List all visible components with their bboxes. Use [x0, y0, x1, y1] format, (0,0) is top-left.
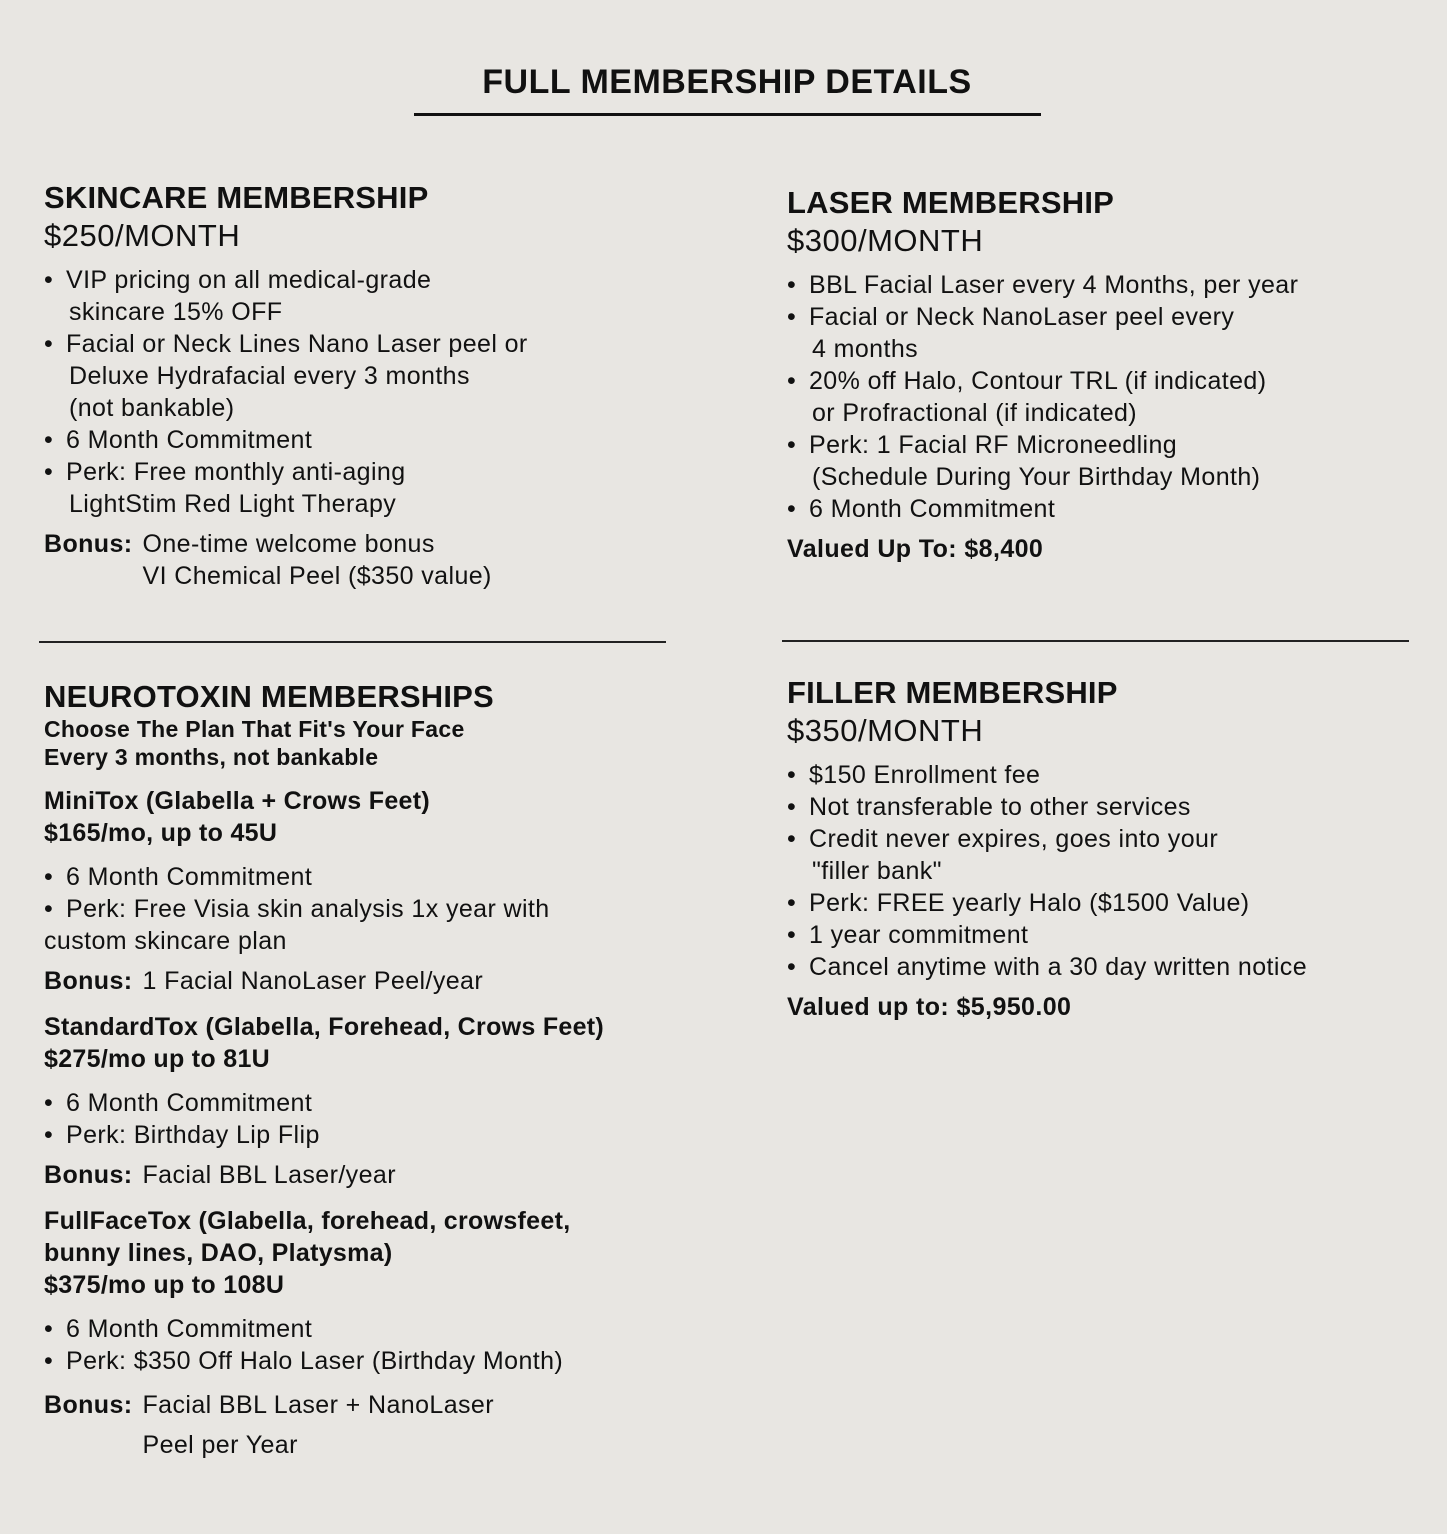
- list-item: • 20% off Halo, Contour TRL (if indicated) or Profractional (if indicated): [787, 365, 1427, 429]
- left-divider: [39, 641, 666, 643]
- plan-benefit-list: [44, 1087, 724, 1151]
- plan-price: $275/mo up to 81U: [44, 1045, 270, 1073]
- list-item: • Cancel anytime with a 30 day written notice: [787, 951, 1427, 983]
- plan-price: $165/mo, up to 45U: [44, 819, 278, 847]
- list-item: • 6 Month Commitment: [44, 1313, 724, 1345]
- bonus-label: Bonus:: [44, 1161, 133, 1189]
- plan-bonus: Bonus: 1 Facial NanoLaser Peel/year: [44, 967, 484, 995]
- page-title: FULL MEMBERSHIP DETAILS: [482, 63, 972, 101]
- plan-minitox: [44, 785, 724, 997]
- plan-bonus: Bonus: Facial BBL Laser/year: [44, 1161, 396, 1189]
- skincare-heading: SKINCARE MEMBERSHIP: [44, 180, 429, 215]
- list-item: • Perk: FREE yearly Halo ($1500 Value): [787, 887, 1427, 919]
- plan-name-continued: bunny lines, DAO, Platysma): [44, 1239, 393, 1267]
- neurotoxin-section: [44, 679, 724, 1465]
- list-item: • Credit never expires, goes into your "filler bank": [787, 823, 1427, 887]
- list-item: • VIP pricing on all medical-grade skincare 15% OFF: [44, 264, 684, 328]
- skincare-benefit-list: [44, 264, 684, 520]
- filler-valued: Valued up to: $5,950.00: [787, 993, 1072, 1021]
- skincare-bonus: Bonus: One-time welcome bonus VI Chemical Peel ($350 value): [44, 530, 492, 590]
- list-item: • Perk: $350 Off Halo Laser (Birthday Month): [44, 1345, 724, 1377]
- plan-benefit-list: [44, 861, 724, 957]
- plan-name: StandardTox (Glabella, Forehead, Crows Feet): [44, 1013, 605, 1041]
- title-underline: [414, 113, 1041, 116]
- plan-standardtox: [44, 1011, 724, 1191]
- laser-price: $300/MONTH: [787, 223, 984, 258]
- list-item-continuation: custom skincare plan: [44, 927, 287, 955]
- plan-benefit-list: [44, 1313, 724, 1377]
- filler-benefit-list: [787, 759, 1427, 983]
- plan-price: $375/mo up to 108U: [44, 1271, 285, 1299]
- list-item: • BBL Facial Laser every 4 Months, per year: [787, 269, 1427, 301]
- list-item: • $150 Enrollment fee: [787, 759, 1427, 791]
- list-item: • 6 Month Commitment: [44, 424, 684, 456]
- filler-heading: FILLER MEMBERSHIP: [787, 675, 1118, 710]
- plan-name: MiniTox (Glabella + Crows Feet): [44, 787, 430, 815]
- list-item: • Not transferable to other services: [787, 791, 1427, 823]
- list-item: • Perk: Birthday Lip Flip: [44, 1119, 724, 1151]
- laser-valued: Valued Up To: $8,400: [787, 535, 1044, 563]
- filler-price: $350/MONTH: [787, 713, 984, 748]
- laser-section: [787, 185, 1427, 565]
- neurotoxin-frequency: Every 3 months, not bankable: [44, 744, 379, 770]
- laser-heading: LASER MEMBERSHIP: [787, 185, 1115, 220]
- list-item: • Facial or Neck NanoLaser peel every 4 months: [787, 301, 1427, 365]
- bonus-label: Bonus:: [44, 530, 133, 558]
- plan-fullfacetox: [44, 1205, 724, 1465]
- filler-section: [787, 675, 1427, 1023]
- skincare-price: $250/MONTH: [44, 218, 241, 253]
- laser-benefit-list: [787, 269, 1427, 525]
- list-item: • 6 Month Commitment: [44, 1087, 724, 1119]
- plan-bonus: Bonus: Facial BBL Laser + NanoLaser Peel per Year: [44, 1385, 724, 1465]
- plan-name: FullFaceTox (Glabella, forehead, crowsfeet,: [44, 1207, 571, 1235]
- skincare-section: [44, 180, 684, 592]
- list-item: • 6 Month Commitment: [44, 861, 724, 893]
- neurotoxin-subtitle: Choose The Plan That Fit's Your Face: [44, 716, 465, 742]
- right-divider: [782, 640, 1409, 642]
- list-item: • 1 year commitment: [787, 919, 1427, 951]
- list-item: • Perk: Free Visia skin analysis 1x year with: [44, 893, 724, 925]
- neurotoxin-heading: NEUROTOXIN MEMBERSHIPS: [44, 679, 494, 714]
- bonus-label: Bonus:: [44, 967, 133, 995]
- list-item: • 6 Month Commitment: [787, 493, 1427, 525]
- list-item: • Perk: Free monthly anti-aging LightStim Red Light Therapy: [44, 456, 684, 520]
- list-item: • Perk: 1 Facial RF Microneedling (Schedule During Your Birthday Month): [787, 429, 1427, 493]
- bonus-label: Bonus:: [44, 1391, 133, 1419]
- list-item: • Facial or Neck Lines Nano Laser peel or Deluxe Hydrafacial every 3 months (not bankable): [44, 328, 684, 424]
